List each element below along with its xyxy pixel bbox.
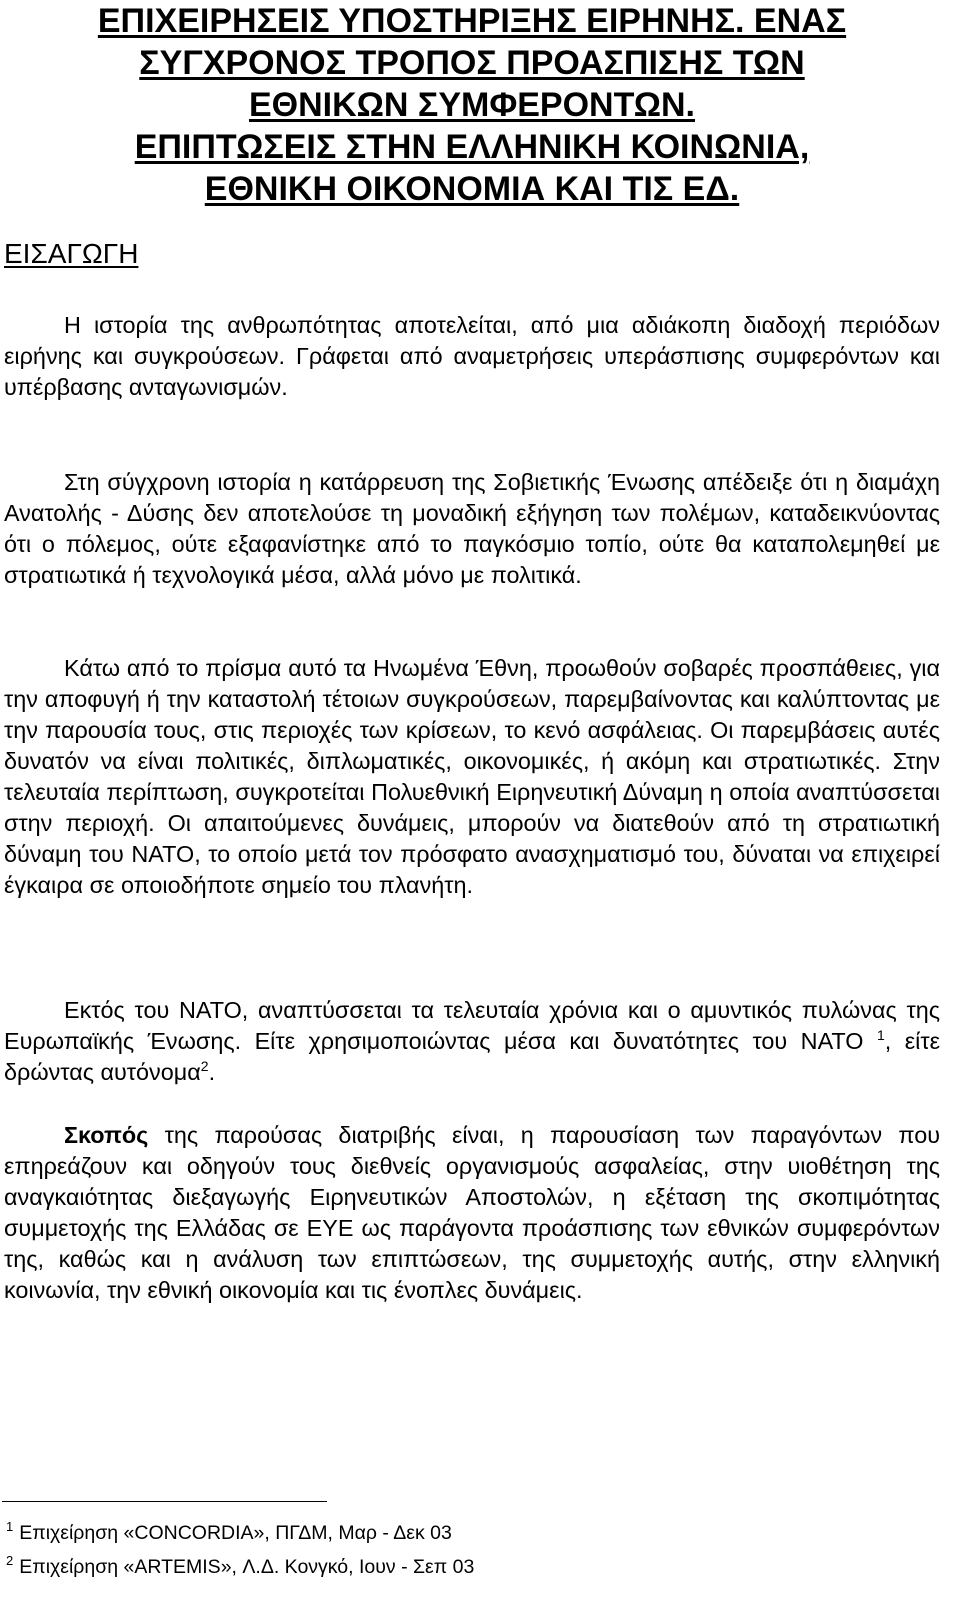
footnote-ref[interactable]: 2: [200, 1058, 209, 1074]
document-title: [4, 0, 940, 210]
paragraph: [4, 995, 940, 1088]
title-line: ΕΠΙΧΕΙΡΗΣΕΙΣ ΥΠΟΣΤΗΡΙΞΗΣ ΕΙΡΗΝΗΣ. ΕΝΑΣ: [97, 2, 847, 40]
footnote-text: Επιχείρηση «CONCORDIA», ΠΓΔΜ, Μαρ - Δεκ 03: [19, 1522, 452, 1544]
paragraph-text: Εκτός του ΝΑΤΟ, αναπτύσσεται τα τελευταία χρόνια και ο αμυντικός πυλώνας της Ευρωπαϊκής Ένωσης. Είτε χρησιμοποιώντας μέσα και δυνατότητες του ΝΑΤΟ: [4, 997, 940, 1054]
paragraph-text: .: [208, 1059, 216, 1085]
paragraph-lead: Σκοπός: [64, 1122, 149, 1148]
footnotes: [6, 1513, 474, 1581]
title-line: ΕΘΝΙΚΩΝ ΣΥΜΦΕΡΟΝΤΩΝ.: [248, 86, 696, 124]
paragraph: Κάτω από το πρίσμα αυτό τα Ηνωμένα Έθνη, προωθούν σοβαρές προσπάθειες, για την αποφυγή ή την καταστολή τέτοιων συγκρούσεων, παρεμβαίνοντας και καλύπτοντας με την παρουσία τους, στις περιοχές των κρίσεων, το κενό ασφάλειας. Οι παρεμβάσεις αυτές δυνατόν να είναι πολιτικές, διπλωματικές, οικονομικές, ή ακόμη και στρατιωτικές. Στην τελευταία περίπτωση, συγκροτείται Πολυεθνική Ειρηνευτική Δύναμη η οποία αναπτύσσεται στην περιοχή. Οι απαιτούμενες δυνάμεις, μπορούν να διατεθούν από τη στρατιωτική δύναμη του ΝΑΤΟ, το οποίο μετά τον πρόσφατο ανασχηματισμό του, δύναται να επιχειρεί έγκαιρα σε οποιοδήποτε σημείο του πλανήτη.: [4, 655, 940, 898]
title-line: ΕΘΝΙΚΗ ΟΙΚΟΝΟΜΙΑ ΚΑΙ ΤΙΣ ΕΔ.: [204, 170, 740, 208]
footnote: [6, 1547, 474, 1581]
paragraph: Στη σύγχρονη ιστορία η κατάρρευση της Σοβιετικής Ένωσης απέδειξε ότι η διαμάχη Ανατολής - Δύσης δεν αποτελούσε τη μοναδική εξήγηση των πολέμων, καταδεικνύοντας ότι ο πόλεμος, ούτε εξαφανίστηκε από το παγκόσμιο τοπίο, ούτε θα καταπολεμηθεί με στρατιωτικά ή τεχνολογικά μέσα, αλλά μόνο με πολιτικά.: [4, 469, 940, 588]
paragraph: [4, 1120, 940, 1306]
paragraph-text: της παρούσας διατριβής είναι, η παρουσίαση των παραγόντων που επηρεάζουν και οδηγούν τους διεθνείς οργανισμούς ασφαλείας, στην υιοθέτηση της αναγκαιότητας διεξαγωγής Ειρηνευτικών Αποστολών, η εξέταση της σκοπιμότητας συμμετοχής της Ελλάδας σε ΕΥΕ ως παράγοντα προάσπισης των εθνικών συμφερόντων της, καθώς και η ανάλυση των επιπτώσεων, της συμμετοχής αυτής, στην ελληνική κοινωνία, την εθνική οικονομία και τις ένοπλες δυνάμεις.: [4, 1122, 940, 1303]
footnote-ref[interactable]: 1: [876, 1027, 885, 1043]
footnote-separator: [2, 1501, 327, 1502]
footnote: [6, 1513, 474, 1547]
paragraph-text: , είτε δρώντας αυτόνομα: [4, 1028, 940, 1085]
footnote-text: Επιχείρηση «ARTEMIS», Λ.Δ. Κονγκό, Ιουν - Σεπ 03: [19, 1556, 475, 1578]
footnote-number: 1: [6, 1519, 14, 1534]
paragraph: Η ιστορία της ανθρωπότητας αποτελείται, από μια αδιάκοπη διαδοχή περιόδων ειρήνης και συγκρούσεων. Γράφεται από αναμετρήσεις υπεράσπισης συμφερόντων και υπέρβασης ανταγωνισμών.: [4, 312, 940, 400]
document-page: [4, 0, 940, 1303]
title-line: ΕΠΙΠΤΩΣΕΙΣ ΣΤΗΝ ΕΛΛΗΝΙΚΗ ΚΟΙΝΩΝΙΑ,: [134, 128, 810, 166]
section-heading: ΕΙΣΑΓΩΓΗ: [4, 238, 139, 269]
title-line: ΣΥΓΧΡΟΝΟΣ ΤΡΟΠΟΣ ΠΡΟΑΣΠΙΣΗΣ ΤΩΝ: [139, 44, 805, 82]
footnote-number: 2: [6, 1553, 14, 1568]
